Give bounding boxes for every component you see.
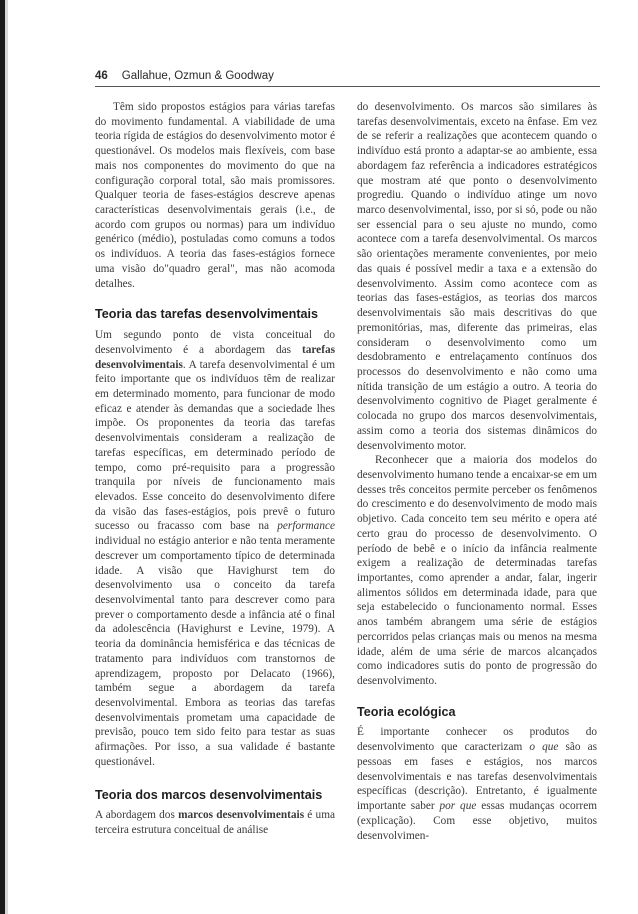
paragraph <box>357 725 597 843</box>
header-rule <box>95 86 600 87</box>
paragraph: Reconhecer que a maioria dos modelos do desenvolvimento humano tende a encaixar-se em um desses três conceitos permite perceber os fenômenos do crescimento e do desenvolvimento de modo mais objetivo. Cada conceito tem seu mérito e opera até certo grau do processo de desenvolvimento. O período de bebê e o início da infância realmente exigem a realização de determinadas tarefas importantes, como aprender a andar, falar, ingerir alimentos sólidos em determinada idade, para que seja estabelecido o funcionamento normal. Esses anos também abrangem uma série de estágios percorridos pelas crianças mais ou menos na mesma idade, além de uma série de marcos alcançados como indicadores sutis do ponto de progressão do desenvolvimento. <box>357 454 597 688</box>
left-column <box>95 100 335 838</box>
page-spine-shadow <box>5 0 8 914</box>
text-run: são as pessoas em fases e estágios, nos marcos desenvolvimentais e nas tarefas desenvolvimentais específicas (descrição). Entretanto, é igualmente importante saber <box>357 741 597 813</box>
bold-term: marcos desenvolvimentais <box>178 809 305 822</box>
text-run: individual no estágio anterior e não tenta meramente descrever um comportamento típico de determinada idade. A visão que Havighurst tem do desenvolvimento usa o conceito da tarefa desenvolvimental tanto para descrever como para prever o comportamento desde a infância até o final da adolescência (Havighurst e Levine, 1979). A teoria da dominância hemisférica e das técnicas de tratamento para indivíduos com transtornos de aprendizagem, proposto por Delacato (1966), também segue a abordagem da tarefa desenvolvimental. Embora as teorias das tarefas desenvolvimentais prometam uma capacidade de previsão, pouco tem sido feito para testar as suas afirmações. Por isso, a sua validade é bastante questionável. <box>95 535 335 768</box>
section-heading: Teoria das tarefas desenvolvimentais <box>95 307 319 322</box>
paragraph: do desenvolvimento. Os marcos são similares às tarefas desenvolvimentais, exceto na ênfase. Em vez de se referir a realizações que acontecem quando o indivíduo está pronto a adaptar-se ao ambiente, essa abordagem faz referência a indicadores estratégicos que mostram até que ponto o desenvolvimento progrediu. Quando o indivíduo atinge um novo marco desenvolvimental, isso, por si só, pode ou não ser essencial para o seu ajuste no mundo, como acontece com a tarefa desenvolvimental. Os marcos são orientações meramente convenientes, por meio das quais é possível medir a taxa e a extensão do desenvolvimento. Assim como acontece com as teorias das fases-estágios, as teorias dos marcos desenvolvimentais são mais descritivas do que premonitórias, mas, diferente das primeiras, elas consideram o desenvolvimento como um desdobramento e entrelaçamento contínuos dos processos do desenvolvimento e não como uma nítida transição de um estágio a outro. A teoria do desenvolvimento cognitivo de Piaget geralmente é colocada no grupo dos marcos desenvolvimentais, assim como a teoria dos sistemas dinâmicos do desenvolvimento motor. <box>357 101 597 452</box>
section-heading: Teoria dos marcos desenvolvimentais <box>95 787 323 802</box>
running-header <box>95 70 600 82</box>
text-run: essas mudanças ocorrem (explicação). Com esse objetivo, muitos desenvolvimen- <box>357 800 597 842</box>
bold-term: tarefas desenvolvimentais <box>95 343 335 371</box>
italic-term: por que <box>439 800 477 813</box>
paragraph <box>95 328 335 770</box>
paragraph <box>95 808 335 837</box>
running-title: Gallahue, Ozmun & Goodway <box>121 70 274 82</box>
italic-term: o que <box>529 741 559 754</box>
right-column <box>357 100 597 843</box>
page-number: 46 <box>95 70 108 82</box>
paragraph: Têm sido propostos estágios para várias tarefas do movimento fundamental. A viabilidade de uma teoria rígida de estágios do desenvolvimento motor é questionável. Os modelos mais flexíveis, com base mais nos componentes do movimento do que na configuração corporal total, são mais promissores. Qualquer teoria de fases-estágios descreve apenas características desenvolvimentais gerais (i.e., de acordo com grupos ou normas) para um indivíduo genérico (médio), postuladas como comuns a todos os indivíduos. A teoria das fases-estágios fornece uma visão do"quadro geral", mas não acomoda detalhes. <box>95 101 335 290</box>
text-run: é uma terceira estrutura conceitual de análise <box>95 809 335 837</box>
italic-term: performance <box>277 520 335 533</box>
section-heading: Teoria ecológica <box>357 704 456 719</box>
text-run: Um segundo ponto de vista conceitual do desenvolvimento é a abordagem das <box>95 329 335 356</box>
text-run: A abordagem dos <box>95 809 179 822</box>
text-run: . A tarefa desenvolvimental é um feito importante que os indivíduos têm de realizar em determinado momento, para funcionar de modo eficaz e atender às demandas que a sociedade lhes impõe. Os proponentes da teoria das tarefas desenvolvimentais consideram a realização de tarefas específicas, em determinado período de tempo, como pré-requisito para a progressão tranquila por níveis de funcionamento mais elevados. Esse conceito do desenvolvimento difere da visão das fases-estágios, pois prevê o futuro sucesso ou fracasso com base na <box>95 358 335 533</box>
text-run: É importante conhecer os produtos do desenvolvimento que caracterizam <box>357 726 597 754</box>
